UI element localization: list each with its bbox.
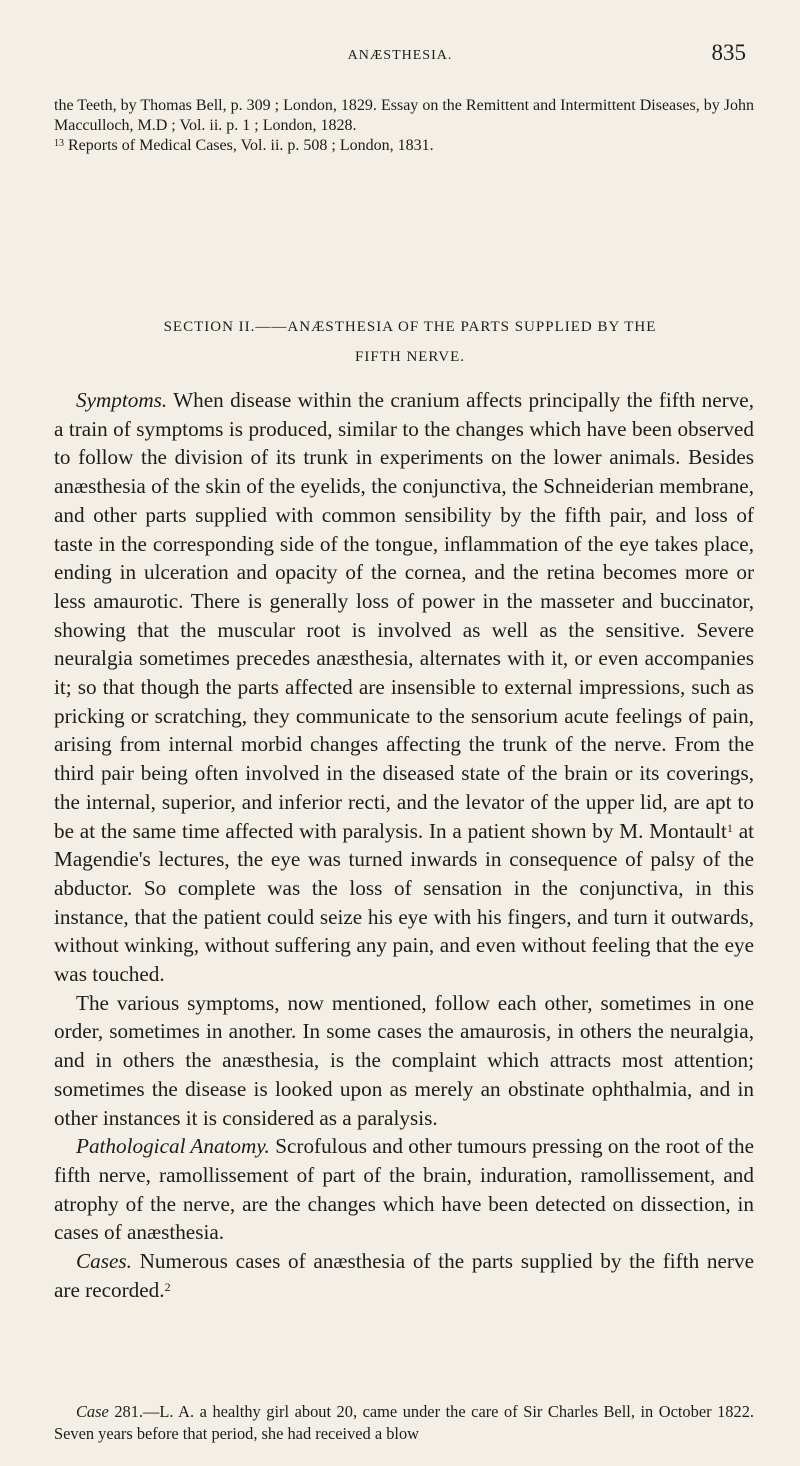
pathology-text: Scrofulous and other tumours pressing on the root of the fifth nerve, ramollissement of part of the brain, induration, ramollissement, and atrophy of the nerve, are the changes which have been detected on dissection, in cases of anæsthesia. [54, 1134, 755, 1245]
paragraph-cases [54, 1247, 754, 1304]
section-heading [80, 312, 740, 372]
symptoms-lead: Symptoms. [76, 388, 168, 412]
footnote-marker-2: 2 [164, 1279, 171, 1294]
paragraph-symptoms [54, 386, 754, 989]
footnote-13-marker: 13 [54, 138, 64, 149]
symptoms-text-a: When disease within the cranium affects principally the fifth nerve, a train of symptoms is produced, similar to the changes which have been observed to follow the division of its trunk in experiments on the lower animals. Besides anæsthesia of the skin of the eyelids, the conjunctiva, the Schneiderian membrane, and other parts supplied with common sensibility by the fifth pair, and loss of taste in the corresponding side of the tongue, inflammation of the eye takes place, ending in ulceration and opacity of the cornea, and the retina becomes more or less amaurotic. There is generally loss of power in the masseter and buccinator, showing that the muscular root is involved as well as the sensitive. Severe neuralgia sometimes precedes anæsthesia, alternates with it, or even accompanies it; so that though the parts affected are insensible to external impressions, such as pricking or scratching, they communicate to the sensorium acute feelings of pain, arising from internal morbid changes affecting the trunk of the nerve. From the third pair being often involved in the diseased state of the brain or its coverings, the internal, superior, and inferior recti, and the levator of the upper lid, are apt to be at the same time affected with paralysis. In a patient shown by M. Montault [54, 388, 754, 843]
paragraph-pathology [54, 1132, 754, 1247]
case-281-text: 281.—L. A. a healthy girl about 20, came under the care of Sir Charles Bell, in October 1822. Seven years before that period, she had received a blow [54, 1402, 754, 1443]
case-281-lead: Case [76, 1402, 109, 1421]
page-number: 835 [711, 40, 746, 65]
pathology-lead: Pathological Anatomy. [76, 1134, 270, 1159]
cases-text: Numerous cases of anæsthesia of the parts supplied by the fifth nerve are recorded. [54, 1249, 754, 1302]
paragraph-various: The various symptoms, now mentioned, follow each other, sometimes in one order, sometimes in another. In some cases the amaurosis, in others the neuralgia, and in others the anæsthesia, is the complaint which attracts most attention; sometimes the disease is looked upon as merely an obstinate ophthalmia, and in other instances it is considered as a paralysis. [54, 990, 754, 1130]
case-281 [54, 1401, 754, 1445]
footnote-marker-1: 1 [726, 820, 733, 835]
section-heading-line1: SECTION II.——ANÆSTHESIA OF THE PARTS SUPPLIED BY THE [163, 319, 657, 335]
footnote-13 [54, 136, 754, 156]
main-text [54, 386, 754, 1305]
cases-lead: Cases. [76, 1249, 132, 1274]
running-head: ANÆSTHESIA. [347, 48, 453, 63]
footnote-12: the Teeth, by Thomas Bell, p. 309 ; London, 1829. Essay on the Remittent and Intermittent Diseases, by John Macculloch, M.D ; Vol. ii. p. 1 ; London, 1828. [54, 97, 754, 134]
section-heading-line2: FIFTH NERVE. [355, 349, 465, 365]
symptoms-text-b: at Magendie's lectures, the eye was turned inwards in consequence of palsy of the abductor. So complete was the loss of sensation in the conjunctiva, in this instance, that the patient could seize his eye with his fingers, and turn it outwards, without winking, without suffering any pain, and even without feeling that the eye was touched. [54, 818, 754, 987]
footnote-13-text: Reports of Medical Cases, Vol. ii. p. 508 ; London, 1831. [68, 137, 434, 154]
footnotes-continued [54, 96, 754, 156]
